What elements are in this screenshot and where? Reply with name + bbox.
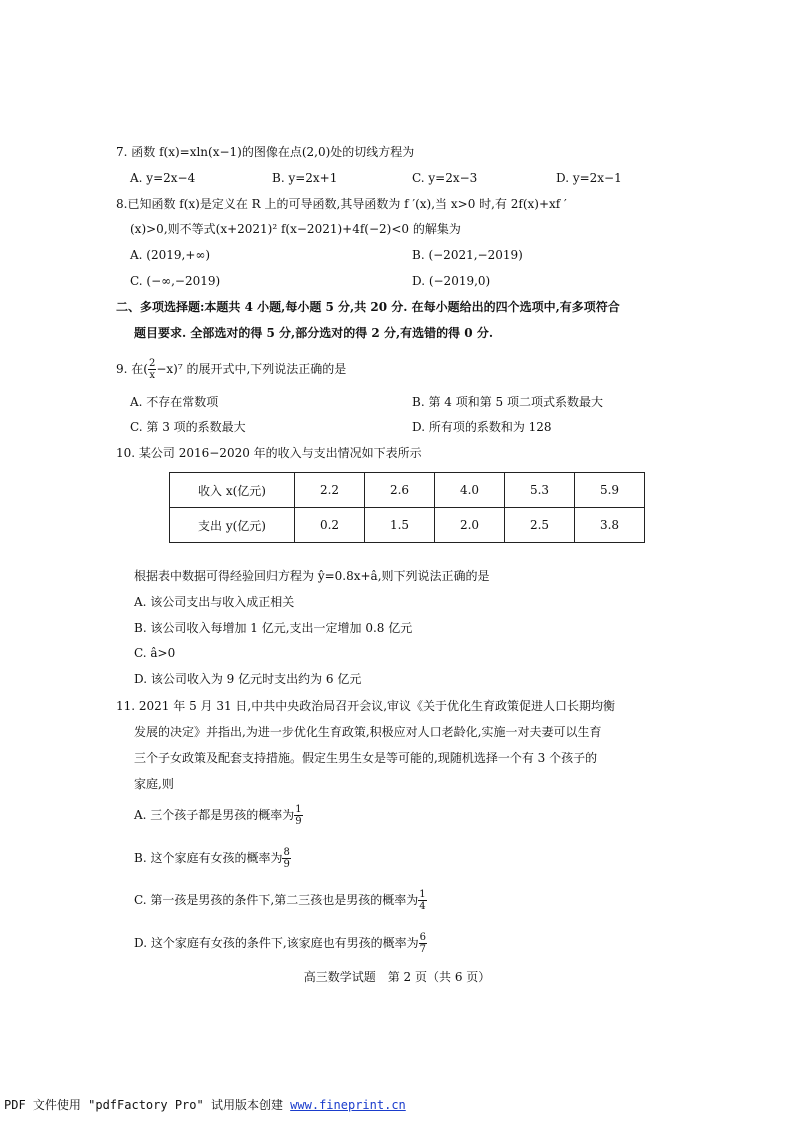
frac-den: 9	[283, 859, 290, 870]
table-cell: 0.2	[295, 508, 365, 543]
table-cell: 3.8	[575, 508, 645, 543]
q9-option-c: C. 第 3 项的系数最大	[130, 420, 246, 434]
table-row-label: 收入 x(亿元)	[170, 473, 295, 508]
table-row	[170, 508, 645, 543]
q11-option-b	[134, 845, 291, 871]
section2-line1: 二、多项选择题:本题共 4 小题,每小题 5 分,共 20 分. 在每小题给出的四个选项中,有多项符合	[116, 300, 620, 314]
q11-option-b-text: B. 这个家庭有女孩的概率为	[134, 851, 283, 865]
q11-option-d-text: D. 这个家庭有女孩的条件下,该家庭也有男孩的概率为	[134, 936, 419, 950]
q7-option-d: D. y=2x−1	[556, 171, 622, 185]
table-cell: 2.6	[365, 473, 435, 508]
q11-line3: 三个子女政策及配套支持措施。假定生男生女是等可能的,现随机选择一个有 3 个孩子的	[134, 751, 598, 765]
q10-option-c: C. â>0	[134, 646, 176, 660]
q9-stem-prefix: 9. 在(	[116, 362, 148, 376]
q11-option-a-text: A. 三个孩子都是男孩的概率为	[134, 808, 295, 822]
table-cell: 2.2	[295, 473, 365, 508]
q11-option-c-fraction	[418, 889, 426, 912]
q10-table	[169, 472, 645, 543]
q9-stem-suffix: −x)⁷ 的展开式中,下列说法正确的是	[156, 362, 347, 376]
q9-option-a: A. 不存在常数项	[130, 395, 219, 409]
table-cell: 2.5	[505, 508, 575, 543]
q7-option-c: C. y=2x−3	[412, 171, 478, 185]
frac-num: 1	[295, 804, 302, 815]
q9-option-d: D. 所有项的系数和为 128	[412, 420, 552, 434]
q7-option-b: B. y=2x+1	[272, 171, 338, 185]
frac-num: 8	[283, 847, 290, 858]
q11-option-c-text: C. 第一孩是男孩的条件下,第二三孩也是男孩的概率为	[134, 893, 419, 907]
q9-stem	[116, 356, 346, 382]
q11-option-d-fraction	[419, 932, 427, 955]
q8-option-d: D. (−2019,0)	[412, 274, 491, 288]
q11-option-c	[134, 887, 427, 913]
q9-frac-num: 2	[148, 358, 156, 369]
frac-den: 4	[419, 901, 426, 912]
q11-option-a-fraction	[294, 804, 302, 827]
q8-option-c: C. (−∞,−2019)	[130, 274, 221, 288]
table-cell: 5.9	[575, 473, 645, 508]
fineprint-link[interactable]: www.fineprint.cn	[290, 1098, 406, 1112]
frac-num: 1	[419, 889, 426, 900]
q7-option-a: A. y=2x−4	[130, 171, 196, 185]
q8-option-a: A. (2019,+∞)	[130, 248, 211, 262]
q11-option-d	[134, 930, 427, 956]
q10-option-d: D. 该公司收入为 9 亿元时支出约为 6 亿元	[134, 672, 362, 686]
pdf-footer	[4, 1096, 406, 1113]
q9-frac-den: x	[149, 370, 155, 381]
q10-option-b: B. 该公司收入每增加 1 亿元,支出一定增加 0.8 亿元	[134, 621, 413, 635]
table-cell: 4.0	[435, 473, 505, 508]
q8-option-b: B. (−2021,−2019)	[412, 248, 523, 262]
frac-num: 6	[419, 932, 427, 943]
frac-den: 9	[295, 816, 302, 827]
q9-option-b: B. 第 4 项和第 5 项二项式系数最大	[412, 395, 603, 409]
q8-stem-line1: 8.已知函数 f(x)是定义在 R 上的可导函数,其导函数为 f ′(x),当 x>0 时,有 2f(x)+xf ′	[116, 197, 567, 211]
table-cell: 2.0	[435, 508, 505, 543]
table-cell: 5.3	[505, 473, 575, 508]
table-row	[170, 473, 645, 508]
q11-line2: 发展的决定》并指出,为进一步优化生育政策,积极应对人口老龄化,实施一对夫妻可以生育	[134, 725, 602, 739]
q7-stem: 7. 函数 f(x)=xln(x−1)的图像在点(2,0)处的切线方程为	[116, 145, 415, 159]
q10-stem: 10. 某公司 2016−2020 年的收入与支出情况如下表所示	[116, 446, 422, 460]
q11-line4: 家庭,则	[134, 777, 174, 791]
q10-option-a: A. 该公司支出与收入成正相关	[134, 595, 295, 609]
q10-after: 根据表中数据可得经验回归方程为 ŷ=0.8x+â,则下列说法正确的是	[134, 569, 490, 583]
page-footer: 高三数学试题 第 2 页（共 6 页）	[303, 970, 491, 984]
q11-line1: 11. 2021 年 5 月 31 日,中共中央政治局召开会议,审议《关于优化生育政策促进人口长期均衡	[116, 699, 616, 713]
q8-stem-line2: (x)>0,则不等式(x+2021)² f(x−2021)+4f(−2)<0 的解集为	[130, 222, 461, 236]
q11-option-b-fraction	[282, 847, 290, 870]
frac-den: 7	[419, 944, 427, 955]
q11-option-a	[134, 802, 303, 828]
pdf-footer-text: PDF 文件使用 "pdfFactory Pro" 试用版本创建	[4, 1098, 291, 1112]
table-cell: 1.5	[365, 508, 435, 543]
table-row-label: 支出 y(亿元)	[170, 508, 295, 543]
section2-line2: 题目要求. 全部选对的得 5 分,部分选对的得 2 分,有选错的得 0 分.	[134, 326, 494, 340]
